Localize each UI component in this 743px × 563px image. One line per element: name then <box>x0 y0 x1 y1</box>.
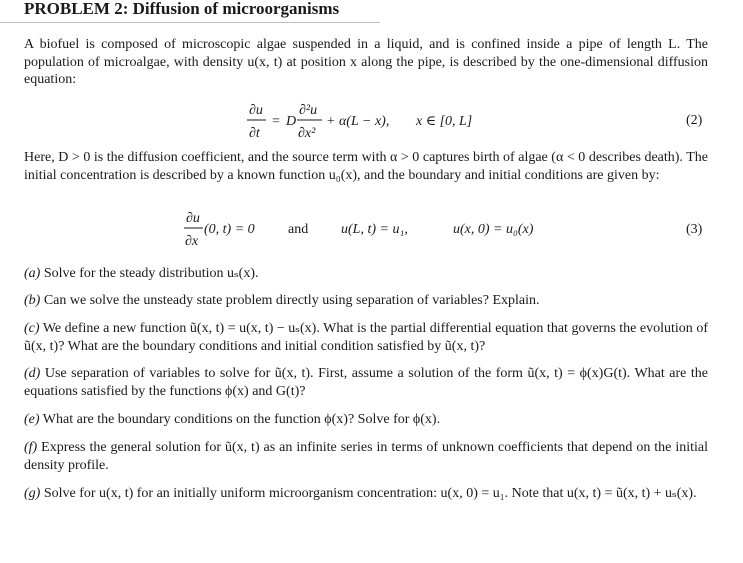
problem-heading: PROBLEM 2: Diffusion of microorganisms <box>24 0 340 18</box>
boundary-conditions <box>177 209 567 253</box>
question-b-label: (b) <box>24 293 41 308</box>
eq3-initial-condition: u(x, 0) = u₀(x) <box>453 222 534 237</box>
question-a <box>24 265 708 283</box>
question-b-text: Can we solve the unsteady state problem directly using separation of variables? Explain. <box>43 293 540 308</box>
eq2-source-term: + α(L − x), <box>326 114 390 129</box>
intro-paragraph: A biofuel is composed of microscopic algae suspended in a liquid, and is confined inside a pipe of length L. The population of microalgae, with density u(x, t) at position x along the pipe, is described by the one-dimensional diffusion equation: <box>24 37 708 87</box>
eq3-dirichlet-condition: u(L, t) = u₁, <box>341 222 408 237</box>
question-c <box>24 320 708 355</box>
explanation-paragraph: Here, D > 0 is the diffusion coefficient, and the source term with α > 0 captures birth of algae (α < 0 describes death). The initial concentration is described by a known function u₀(x), and the boundary and initial conditions are given by: <box>24 150 708 183</box>
eq2-equals: = <box>272 114 280 129</box>
question-e <box>24 411 708 429</box>
question-b <box>24 292 708 310</box>
question-g-label: (g) <box>24 486 41 501</box>
diffusion-equation <box>240 101 500 145</box>
eq2-lhs-denominator: ∂t <box>249 126 260 141</box>
question-d-label: (d) <box>24 366 41 381</box>
eq3-and: and <box>288 222 309 237</box>
question-a-text: Solve for the steady distribution uₛ(x). <box>43 266 259 281</box>
question-f-label: (f) <box>24 440 38 455</box>
question-g-text: Solve for u(x, t) for an initially uniform microorganism concentration: u(x, 0) = u₁. Note that u(x, t) = ũ(x, t) + uₛ(x). <box>43 486 697 501</box>
question-c-text: We define a new function ũ(x, t) = u(x, t) − uₛ(x). What is the partial differential equation that governs the evolution of ũ(x, t)? What are the boundary conditions and initial condition satisfied by ũ(x, t)? <box>24 321 708 354</box>
eq2-lhs-numerator: ∂u <box>249 103 263 118</box>
question-f <box>24 439 708 474</box>
question-d-text: Use separation of variables to solve for ũ(x, t). First, assume a solution of the form ũ(x, t) = ϕ(x)G(t). What are the equations satisfied by the functions ϕ(x) and G(t)? <box>24 366 709 399</box>
question-f-text: Express the general solution for ũ(x, t) as an infinite series in terms of unknown coefficients that depend on the initial density profile. <box>24 440 708 473</box>
eq3-bc-denominator: ∂x <box>185 234 199 249</box>
question-e-label: (e) <box>24 412 40 427</box>
question-d <box>24 365 708 400</box>
eq3-bc-numerator: ∂u <box>186 211 200 226</box>
eq2-rhs-denominator: ∂x² <box>298 126 316 141</box>
eq3-number: (3) <box>686 222 703 237</box>
eq2-number: (2) <box>686 113 703 128</box>
eq2-diffusivity: D <box>286 114 297 129</box>
eq2-domain: x ∈ [0, L] <box>416 114 473 129</box>
question-c-label: (c) <box>24 321 40 336</box>
eq2-rhs-numerator: ∂²u <box>299 103 318 118</box>
question-e-text: What are the boundary conditions on the function ϕ(x)? Solve for ϕ(x). <box>42 412 441 427</box>
question-g <box>24 485 708 503</box>
eq3-neumann-condition: (0, t) = 0 <box>204 222 255 237</box>
question-a-label: (a) <box>24 266 41 281</box>
heading-rule <box>0 22 380 23</box>
